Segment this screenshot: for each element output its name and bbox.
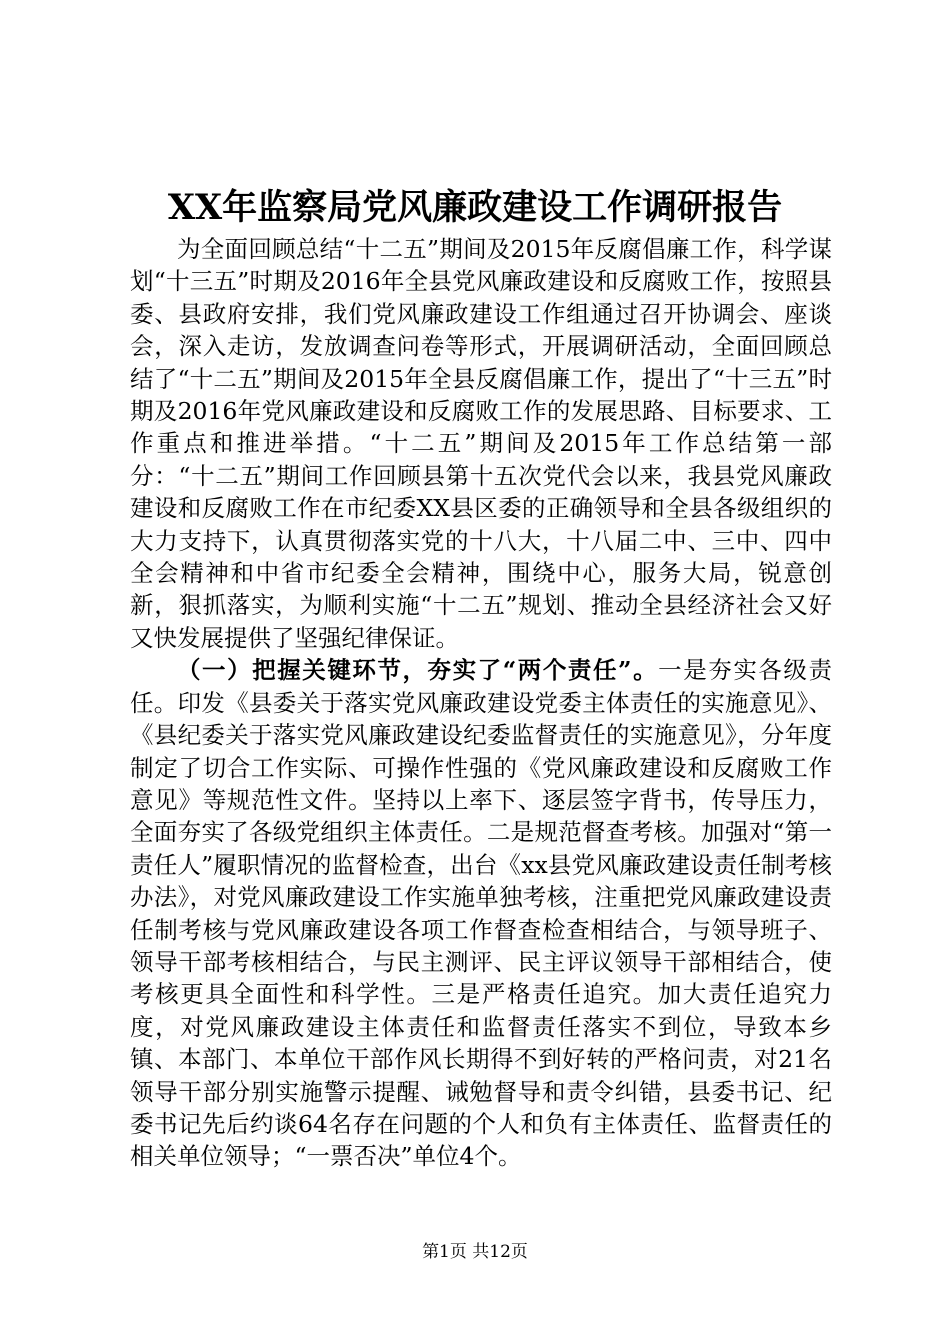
paragraph-section-one xyxy=(130,654,832,1173)
paragraph-intro-text: 为全面回顾总结“十二五”期间及2015年反腐倡廉工作，科学谋划“十三五”时期及2016年全县党风廉政建设和反腐败工作，按照县委、县政府安排，我们党风廉政建设工作组通过召开协调会、座谈会，深入走访，发放调查问卷等形式，开展调研活动，全面回顾总结了“十二五”期间及2015年全县反腐倡廉工作，提出了“十三五”时期及2016年党风廉政建设和反腐败工作的发展思路、目标要求、工作重点和推进举措。“十二五”期间及2015年工作总结第一部分：“十二五”期间工作回顾县第十五次党代会以来，我县党风廉政建设和反腐败工作在市纪委XX县区委的正确领导和全县各级组织的大力支持下，认真贯彻落实党的十八大，十八届二中、三中、四中全会精神和中省市纪委全会精神，围绕中心，服务大局，锐意创新，狠抓落实，为顺利实施“十二五”规划、推动全县经济社会又好又快发展提供了坚强纪律保证。 xyxy=(130,235,832,652)
section-one-heading: （一）把握关键环节，夯实了“两个责任”。 xyxy=(177,656,659,685)
paragraph-intro xyxy=(130,233,832,654)
document-body xyxy=(130,233,832,1173)
page-number-footer: 第1页 共12页 xyxy=(422,1242,528,1262)
document-title: XX年监察局党风廉政建设工作调研报告 xyxy=(167,187,783,228)
section-one-text: 一是夯实各级责任。印发《县委关于落实党风廉政建设党委主体责任的实施意见》、《县纪委关于落实党风廉政建设纪委监督责任的实施意见》，分年度制定了切合工作实际、可操作性强的《党风廉政建设和反腐败工作意见》等规范性文件。坚持以上率下、逐层签字背书，传导压力，全面夯实了各级党组织主体责任。二是规范督查考核。加强对“第一责任人”履职情况的监督检查，出台《xx县党风廉政建设责任制考核办法》，对党风廉政建设工作实施单独考核，注重把党风廉政建设责任制考核与党风廉政建设各项工作督查检查相结合，与领导班子、领导干部考核相结合，与民主测评、民主评议领导干部相结合，使考核更具全面性和科学性。三是严格责任追究。加大责任追究力度，对党风廉政建设主体责任和监督责任落实不到位，导致本乡镇、本部门、本单位干部作风长期得不到好转的严格问责，对21名领导干部分别实施警示提醒、诫勉督导和责令纠错，县委书记、纪委书记先后约谈64名存在问题的个人和负有主体责任、监督责任的相关单位领导；“一票否决”单位4个。 xyxy=(130,656,832,1171)
